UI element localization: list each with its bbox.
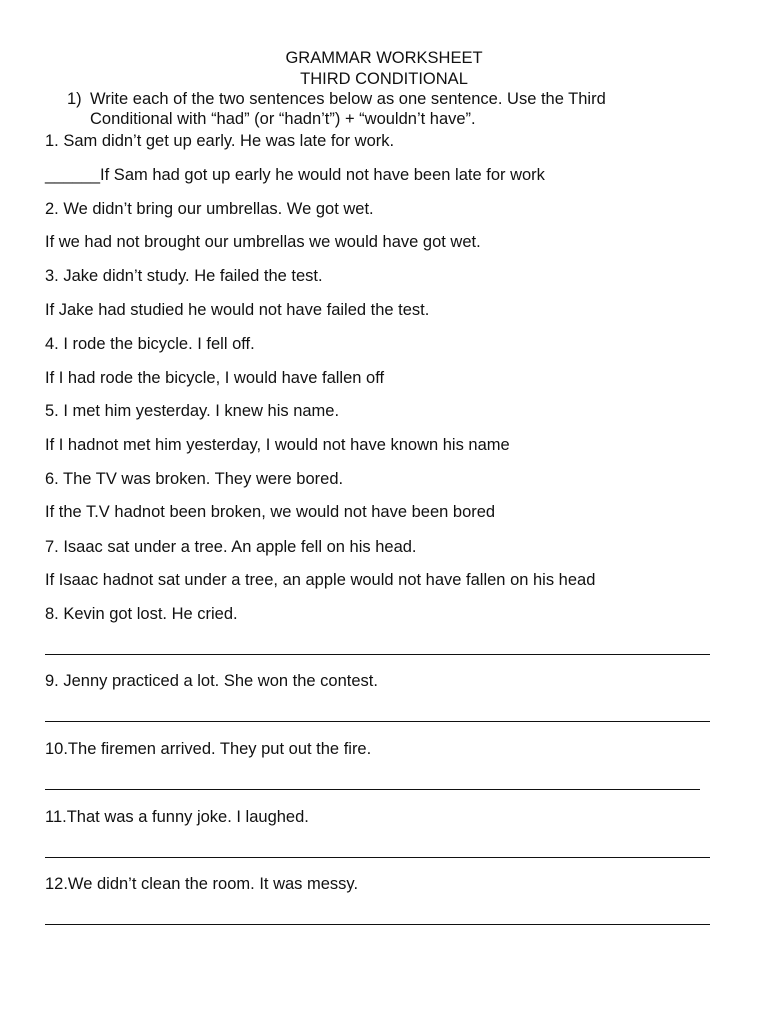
- answer-text-2: If we had not brought our umbrellas we would have got wet.: [45, 233, 481, 251]
- question-prompt-1: 1. Sam didn’t get up early. He was late for work.: [45, 132, 395, 150]
- question-prompt-4: 4. I rode the bicycle. I fell off.: [45, 335, 255, 353]
- answer-text-4: If I had rode the bicycle, I would have fallen off: [45, 369, 385, 387]
- answer-text-7: If Isaac hadnot sat under a tree, an apple would not have fallen on his head: [45, 571, 596, 589]
- instruction-text: Write each of the two sentences below as one sentence. Use the Third Conditional with “had” (or “hadn’t”) + “wouldn’t have”.: [90, 90, 606, 128]
- answer-text-6: If the T.V hadnot been broken, we would not have been bored: [45, 503, 496, 521]
- question-prompt-10: 10.The firemen arrived. They put out the fire.: [45, 740, 372, 758]
- answer-blank-line-11[interactable]: [45, 857, 710, 858]
- question-prompt-6: 6. The TV was broken. They were bored.: [45, 470, 344, 488]
- question-prompt-11: 11.That was a funny joke. I laughed.: [45, 808, 309, 826]
- answer-text-5: If I hadnot met him yesterday, I would not have known his name: [45, 436, 510, 454]
- answer-blank-line-9[interactable]: [45, 721, 710, 722]
- question-prompt-9: 9. Jenny practiced a lot. She won the contest.: [45, 672, 378, 690]
- answer-text-1: ______If Sam had got up early he would not have been late for work: [45, 166, 545, 184]
- worksheet-subtitle: THIRD CONDITIONAL: [300, 70, 468, 88]
- instruction-number: 1): [67, 90, 82, 108]
- answer-blank-line-8[interactable]: [45, 654, 710, 655]
- question-prompt-8: 8. Kevin got lost. He cried.: [45, 605, 238, 623]
- question-prompt-7: 7. Isaac sat under a tree. An apple fell on his head.: [45, 538, 417, 556]
- answer-blank-line-12[interactable]: [45, 924, 710, 925]
- worksheet-title: GRAMMAR WORKSHEET: [285, 49, 483, 67]
- answer-text-3: If Jake had studied he would not have failed the test.: [45, 301, 430, 319]
- question-prompt-5: 5. I met him yesterday. I knew his name.: [45, 402, 340, 420]
- question-prompt-2: 2. We didn’t bring our umbrellas. We got wet.: [45, 200, 374, 218]
- question-prompt-12: 12.We didn’t clean the room. It was messy.: [45, 875, 359, 893]
- question-prompt-3: 3. Jake didn’t study. He failed the test.: [45, 267, 323, 285]
- answer-blank-line-10[interactable]: [45, 789, 700, 790]
